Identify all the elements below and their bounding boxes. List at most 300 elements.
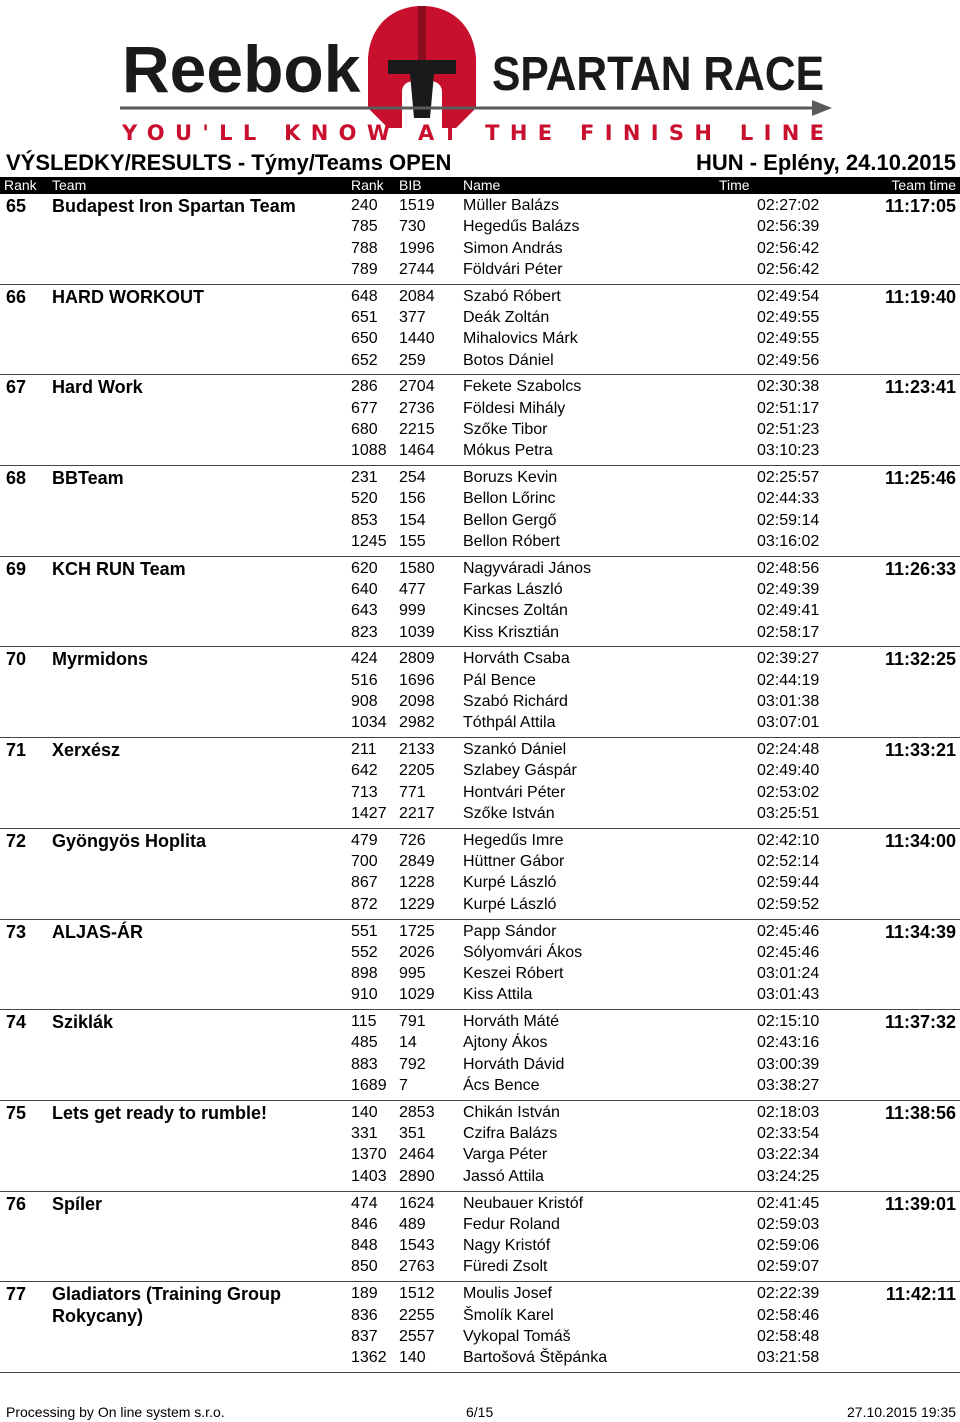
team-rank: 71 (6, 740, 27, 761)
member-rank: 516 (351, 671, 378, 689)
member-rank: 1403 (351, 1167, 387, 1185)
member-rank: 115 (351, 1013, 377, 1031)
member-time: 02:43:16 (757, 1034, 820, 1052)
member-bib: 995 (399, 965, 426, 983)
member-bib: 14 (399, 1034, 417, 1052)
team-name: Spíler (52, 1193, 103, 1214)
member-row (0, 1144, 960, 1165)
member-bib: 2704 (399, 378, 435, 396)
member-row (0, 921, 960, 942)
member-row (0, 1102, 960, 1123)
member-bib: 2763 (399, 1258, 435, 1276)
member-row (0, 1123, 960, 1144)
member-rank: 1689 (351, 1077, 387, 1095)
member-rank: 240 (351, 197, 378, 214)
team-rank: 72 (6, 830, 27, 851)
team-rank: 70 (6, 649, 27, 670)
page-title: VÝSLEDKY/RESULTS - Týmy/Teams OPEN (6, 150, 452, 175)
member-rank: 189 (351, 1285, 378, 1303)
member-name: Varga Péter (463, 1146, 548, 1164)
team-block (0, 829, 960, 920)
member-bib: 377 (399, 308, 426, 326)
team-name: Gladiators (Training Group Rokycany) (52, 1284, 282, 1327)
member-bib: 2557 (399, 1327, 435, 1345)
member-row (0, 1235, 960, 1256)
member-name: Bellon Róbert (463, 532, 560, 550)
member-bib: 254 (399, 469, 426, 487)
team-rank: 74 (6, 1012, 27, 1033)
member-time: 02:33:54 (757, 1125, 820, 1143)
col-time: Time (719, 177, 750, 193)
member-bib: 2098 (399, 693, 435, 711)
footer (0, 1402, 960, 1422)
member-time: 02:53:02 (757, 783, 820, 801)
member-rank: 651 (351, 308, 378, 326)
member-list (0, 558, 960, 643)
member-rank: 785 (351, 218, 378, 236)
member-bib: 2464 (399, 1146, 435, 1164)
member-name: Hontvári Péter (463, 783, 566, 801)
member-row (0, 851, 960, 872)
member-name: Horváth Csaba (463, 650, 570, 668)
member-list (0, 1193, 960, 1278)
member-time: 02:56:42 (757, 260, 820, 278)
col-member-rank: Rank (351, 177, 384, 193)
team-block (0, 557, 960, 648)
member-name: Szabó Róbert (463, 287, 561, 305)
member-bib: 2084 (399, 287, 435, 305)
spartan-race-wordmark: SPARTAN RACE (492, 48, 824, 101)
member-time: 03:16:02 (757, 532, 820, 550)
member-time: 03:24:25 (757, 1167, 820, 1185)
team-name: Xerxész (52, 740, 121, 761)
member-row (0, 440, 960, 461)
team-time: 11:37:32 (884, 1012, 956, 1033)
member-row (0, 1011, 960, 1032)
member-bib: 1229 (399, 895, 435, 913)
member-rank: 908 (351, 693, 378, 711)
team-block (0, 285, 960, 376)
team-time: 11:32:25 (884, 649, 956, 670)
spartan-helmet-icon (368, 6, 476, 128)
member-rank: 846 (351, 1215, 378, 1233)
member-time: 03:38:27 (757, 1077, 820, 1095)
member-bib: 2217 (399, 805, 435, 823)
column-header-bar (0, 177, 960, 194)
team-block (0, 738, 960, 829)
member-row (0, 894, 960, 915)
member-name: Kiss Krisztián (463, 623, 560, 641)
member-row (0, 467, 960, 488)
member-rank: 1034 (351, 714, 387, 732)
member-rank: 836 (351, 1306, 378, 1324)
member-list (0, 1102, 960, 1187)
member-bib: 1440 (399, 330, 435, 348)
member-name: Deák Zoltán (463, 308, 550, 326)
member-row (0, 376, 960, 397)
member-time: 02:22:39 (757, 1285, 820, 1303)
team-rank: 75 (6, 1102, 27, 1123)
member-row (0, 1193, 960, 1214)
col-team-time: Team time (891, 177, 956, 193)
team-block (0, 1010, 960, 1101)
member-bib: 791 (399, 1013, 426, 1031)
member-bib: 2255 (399, 1306, 435, 1324)
member-name: Chikán István (463, 1103, 560, 1121)
team-name: Gyöngyös Hoplita (52, 830, 207, 851)
member-bib: 351 (399, 1125, 426, 1143)
member-time: 02:49:39 (757, 581, 820, 599)
col-bib: BIB (399, 177, 422, 193)
member-rank: 677 (351, 399, 378, 417)
member-rank: 652 (351, 351, 378, 369)
member-rank: 424 (351, 650, 378, 668)
member-time: 02:15:10 (757, 1013, 820, 1031)
member-time: 02:59:44 (757, 874, 820, 892)
team-name: Sziklák (52, 1012, 114, 1033)
member-rank: 850 (351, 1258, 378, 1276)
member-row (0, 782, 960, 803)
member-time: 02:58:48 (757, 1327, 820, 1345)
team-block (0, 466, 960, 557)
member-name: Botos Dániel (463, 351, 554, 369)
member-row (0, 307, 960, 328)
member-bib: 7 (399, 1077, 408, 1095)
team-time: 11:34:00 (884, 830, 956, 851)
event-info: HUN - Eplény, 24.10.2015 (695, 150, 956, 175)
member-bib: 2890 (399, 1167, 435, 1185)
team-block (0, 375, 960, 466)
member-rank: 620 (351, 559, 378, 577)
member-list (0, 286, 960, 371)
member-row (0, 579, 960, 600)
member-name: Földvári Péter (463, 260, 563, 278)
member-row (0, 1054, 960, 1075)
member-time: 02:59:52 (757, 895, 820, 913)
member-rank: 867 (351, 874, 378, 892)
member-name: Hegedűs Balázs (463, 218, 580, 236)
member-time: 03:00:39 (757, 1055, 820, 1073)
member-time: 02:44:33 (757, 490, 820, 508)
member-name: Pál Bence (463, 671, 536, 689)
member-bib: 1039 (399, 623, 435, 641)
member-time: 02:30:38 (757, 378, 820, 396)
member-row (0, 488, 960, 509)
team-rank: 73 (6, 921, 27, 942)
member-name: Boruzs Kevin (463, 469, 558, 487)
member-bib: 1543 (399, 1237, 435, 1255)
member-bib: 2849 (399, 853, 435, 871)
team-time: 11:39:01 (884, 1193, 956, 1214)
member-name: Kiss Attila (463, 986, 533, 1004)
team-name: BBTeam (52, 468, 124, 489)
member-rank: 883 (351, 1055, 378, 1073)
member-time: 03:22:34 (757, 1146, 820, 1164)
team-rank: 68 (6, 468, 27, 489)
member-name: Füredi Zsolt (463, 1258, 548, 1276)
member-row (0, 1075, 960, 1096)
member-time: 02:49:55 (757, 308, 820, 326)
member-time: 02:51:17 (757, 399, 820, 417)
member-rank: 910 (351, 986, 378, 1004)
member-time: 02:42:10 (757, 831, 820, 849)
member-rank: 331 (351, 1125, 378, 1143)
member-time: 02:41:45 (757, 1194, 820, 1212)
member-name: Szankó Dániel (463, 741, 567, 759)
member-rank: 642 (351, 762, 378, 780)
member-time: 02:58:17 (757, 623, 820, 641)
team-name: ALJAS-ÁR (52, 921, 144, 942)
member-time: 02:52:14 (757, 853, 820, 871)
member-bib: 1580 (399, 559, 435, 577)
col-name: Name (463, 177, 501, 193)
member-name: Ajtony Ákos (463, 1034, 548, 1052)
member-bib: 2744 (399, 260, 435, 278)
member-row (0, 803, 960, 824)
team-name: HARD WORKOUT (52, 286, 204, 307)
member-time: 03:07:01 (757, 714, 820, 732)
member-bib: 1228 (399, 874, 435, 892)
team-rank: 76 (6, 1193, 27, 1214)
member-name: Szőke Tibor (463, 420, 548, 438)
member-row (0, 1305, 960, 1326)
team-block (0, 1282, 960, 1373)
member-bib: 2809 (399, 650, 435, 668)
member-name: Horváth Máté (463, 1013, 560, 1031)
member-row (0, 510, 960, 531)
member-bib: 2982 (399, 714, 435, 732)
member-row (0, 1326, 960, 1347)
team-name: Lets get ready to rumble! (52, 1102, 268, 1123)
member-rank: 1088 (351, 442, 387, 460)
member-bib: 140 (399, 1349, 426, 1367)
team-block (0, 1192, 960, 1283)
team-time: 11:34:39 (884, 921, 956, 942)
page-number: 6/15 (466, 1404, 494, 1420)
member-rank: 286 (351, 378, 378, 396)
member-name: Neubauer Kristóf (463, 1194, 584, 1212)
member-name: Szlabey Gáspár (463, 762, 577, 780)
member-row (0, 942, 960, 963)
member-rank: 1427 (351, 805, 387, 823)
team-block (0, 194, 960, 285)
member-name: Jassó Attila (463, 1167, 544, 1185)
member-row (0, 1214, 960, 1235)
member-row (0, 712, 960, 733)
member-rank: 640 (351, 581, 378, 599)
member-rank: 788 (351, 239, 378, 257)
member-name: Fekete Szabolcs (463, 378, 582, 396)
member-time: 02:58:46 (757, 1306, 820, 1324)
member-row (0, 238, 960, 259)
member-name: Kurpé László (463, 895, 557, 913)
team-time: 11:19:40 (884, 286, 956, 307)
member-bib: 154 (399, 511, 426, 529)
team-time: 11:33:21 (884, 740, 956, 761)
member-name: Keszei Róbert (463, 965, 564, 983)
member-name: Papp Sándor (463, 922, 557, 940)
member-row (0, 760, 960, 781)
member-list (0, 921, 960, 1006)
member-time: 02:48:56 (757, 559, 820, 577)
member-rank: 872 (351, 895, 378, 913)
member-bib: 489 (399, 1215, 426, 1233)
member-name: Bellon Gergő (463, 511, 557, 529)
member-row (0, 558, 960, 579)
member-row (0, 259, 960, 280)
member-time: 02:39:27 (757, 650, 820, 668)
member-row (0, 419, 960, 440)
team-rank: 69 (6, 558, 27, 579)
results-table (0, 194, 960, 1373)
member-row (0, 398, 960, 419)
member-bib: 771 (399, 783, 426, 801)
team-rank: 65 (6, 196, 27, 216)
member-time: 02:59:14 (757, 511, 820, 529)
team-name: Myrmidons (52, 649, 149, 670)
member-time: 02:49:55 (757, 330, 820, 348)
member-row (0, 984, 960, 1005)
member-list (0, 467, 960, 552)
member-bib: 2736 (399, 399, 435, 417)
member-bib: 2026 (399, 943, 435, 961)
member-rank: 837 (351, 1327, 378, 1345)
reebok-wordmark: Reebok (122, 32, 361, 106)
member-list (0, 1011, 960, 1096)
member-time: 02:59:06 (757, 1237, 820, 1255)
member-name: Czifra Balázs (463, 1125, 558, 1143)
member-name: Vykopal Tomáš (463, 1327, 571, 1345)
member-time: 02:45:46 (757, 922, 820, 940)
member-time: 02:27:02 (757, 197, 820, 214)
member-row (0, 1256, 960, 1277)
member-rank: 211 (351, 741, 377, 759)
member-rank: 520 (351, 490, 378, 508)
member-bib: 1624 (399, 1194, 435, 1212)
results-title-row (0, 150, 960, 178)
team-name: KCH RUN Team (52, 558, 186, 579)
team-name: Hard Work (52, 377, 143, 398)
member-list (0, 830, 960, 915)
member-row (0, 600, 960, 621)
member-rank: 231 (351, 469, 378, 487)
member-list (0, 376, 960, 461)
member-rank: 650 (351, 330, 378, 348)
member-bib: 726 (399, 831, 426, 849)
member-bib: 1519 (399, 197, 435, 214)
member-bib: 1029 (399, 986, 435, 1004)
member-name: Šmolík Karel (463, 1306, 554, 1324)
team-rank: 77 (6, 1284, 27, 1305)
team-time: 11:23:41 (884, 377, 956, 398)
member-name: Kincses Zoltán (463, 602, 568, 620)
member-rank: 1370 (351, 1146, 387, 1164)
team-time: 11:17:05 (884, 196, 956, 216)
member-name: Szabó Richárd (463, 693, 568, 711)
member-name: Bellon Lőrinc (463, 490, 556, 508)
col-rank: Rank (4, 177, 37, 193)
member-rank: 848 (351, 1237, 378, 1255)
member-time: 03:01:24 (757, 965, 820, 983)
member-time: 02:56:39 (757, 218, 820, 236)
member-rank: 680 (351, 420, 378, 438)
member-name: Földesi Mihály (463, 399, 566, 417)
member-name: Simon András (463, 239, 563, 257)
member-list (0, 195, 960, 280)
member-row (0, 830, 960, 851)
member-time: 02:24:48 (757, 741, 820, 759)
member-bib: 477 (399, 581, 426, 599)
member-rank: 551 (351, 922, 378, 940)
member-rank: 643 (351, 602, 378, 620)
member-time: 03:10:23 (757, 442, 820, 460)
footer-processing: Processing by On line system s.r.o. (6, 1404, 225, 1420)
member-row (0, 739, 960, 760)
member-time: 02:18:03 (757, 1103, 820, 1121)
tagline: YOU'LL KNOW AT THE FINISH LINE (122, 121, 825, 145)
member-rank: 479 (351, 831, 378, 849)
member-rank: 789 (351, 260, 378, 278)
col-team: Team (52, 177, 87, 193)
member-list (0, 739, 960, 824)
member-bib: 156 (399, 490, 426, 508)
member-bib: 2205 (399, 762, 435, 780)
member-name: Fedur Roland (463, 1215, 560, 1233)
member-name: Hegedűs Imre (463, 831, 564, 849)
member-bib: 2215 (399, 420, 435, 438)
member-rank: 713 (351, 783, 378, 801)
member-rank: 1362 (351, 1349, 387, 1367)
member-time: 02:59:03 (757, 1215, 820, 1233)
member-row (0, 1283, 960, 1304)
member-row (0, 963, 960, 984)
member-row (0, 872, 960, 893)
member-bib: 259 (399, 351, 426, 369)
member-time: 02:49:40 (757, 762, 820, 780)
member-row (0, 195, 960, 216)
member-name: Szőke István (463, 805, 555, 823)
member-row (0, 648, 960, 669)
member-rank: 898 (351, 965, 378, 983)
member-bib: 1512 (399, 1285, 435, 1303)
team-time: 11:42:11 (885, 1284, 956, 1305)
reebok-spartan-race-logo (0, 0, 960, 150)
member-name: Ács Bence (463, 1077, 540, 1095)
team-time: 11:38:56 (884, 1102, 956, 1123)
team-rank: 66 (6, 286, 27, 307)
member-bib: 2133 (399, 741, 435, 759)
member-row (0, 216, 960, 237)
member-rank: 648 (351, 287, 378, 305)
team-block (0, 647, 960, 738)
member-time: 02:45:46 (757, 943, 820, 961)
member-rank: 474 (351, 1194, 378, 1212)
team-rank: 67 (6, 377, 27, 398)
member-rank: 823 (351, 623, 378, 641)
member-rank: 1245 (351, 532, 387, 550)
team-time: 11:26:33 (884, 558, 956, 579)
member-name: Mókus Petra (463, 442, 553, 460)
member-bib: 1464 (399, 442, 435, 460)
member-bib: 730 (399, 218, 426, 236)
member-time: 03:25:51 (757, 805, 820, 823)
member-name: Mihalovics Márk (463, 330, 578, 348)
member-list (0, 1283, 960, 1368)
member-bib: 1725 (399, 922, 435, 940)
member-time: 02:49:54 (757, 287, 820, 305)
member-name: Kurpé László (463, 874, 557, 892)
member-bib: 999 (399, 602, 426, 620)
